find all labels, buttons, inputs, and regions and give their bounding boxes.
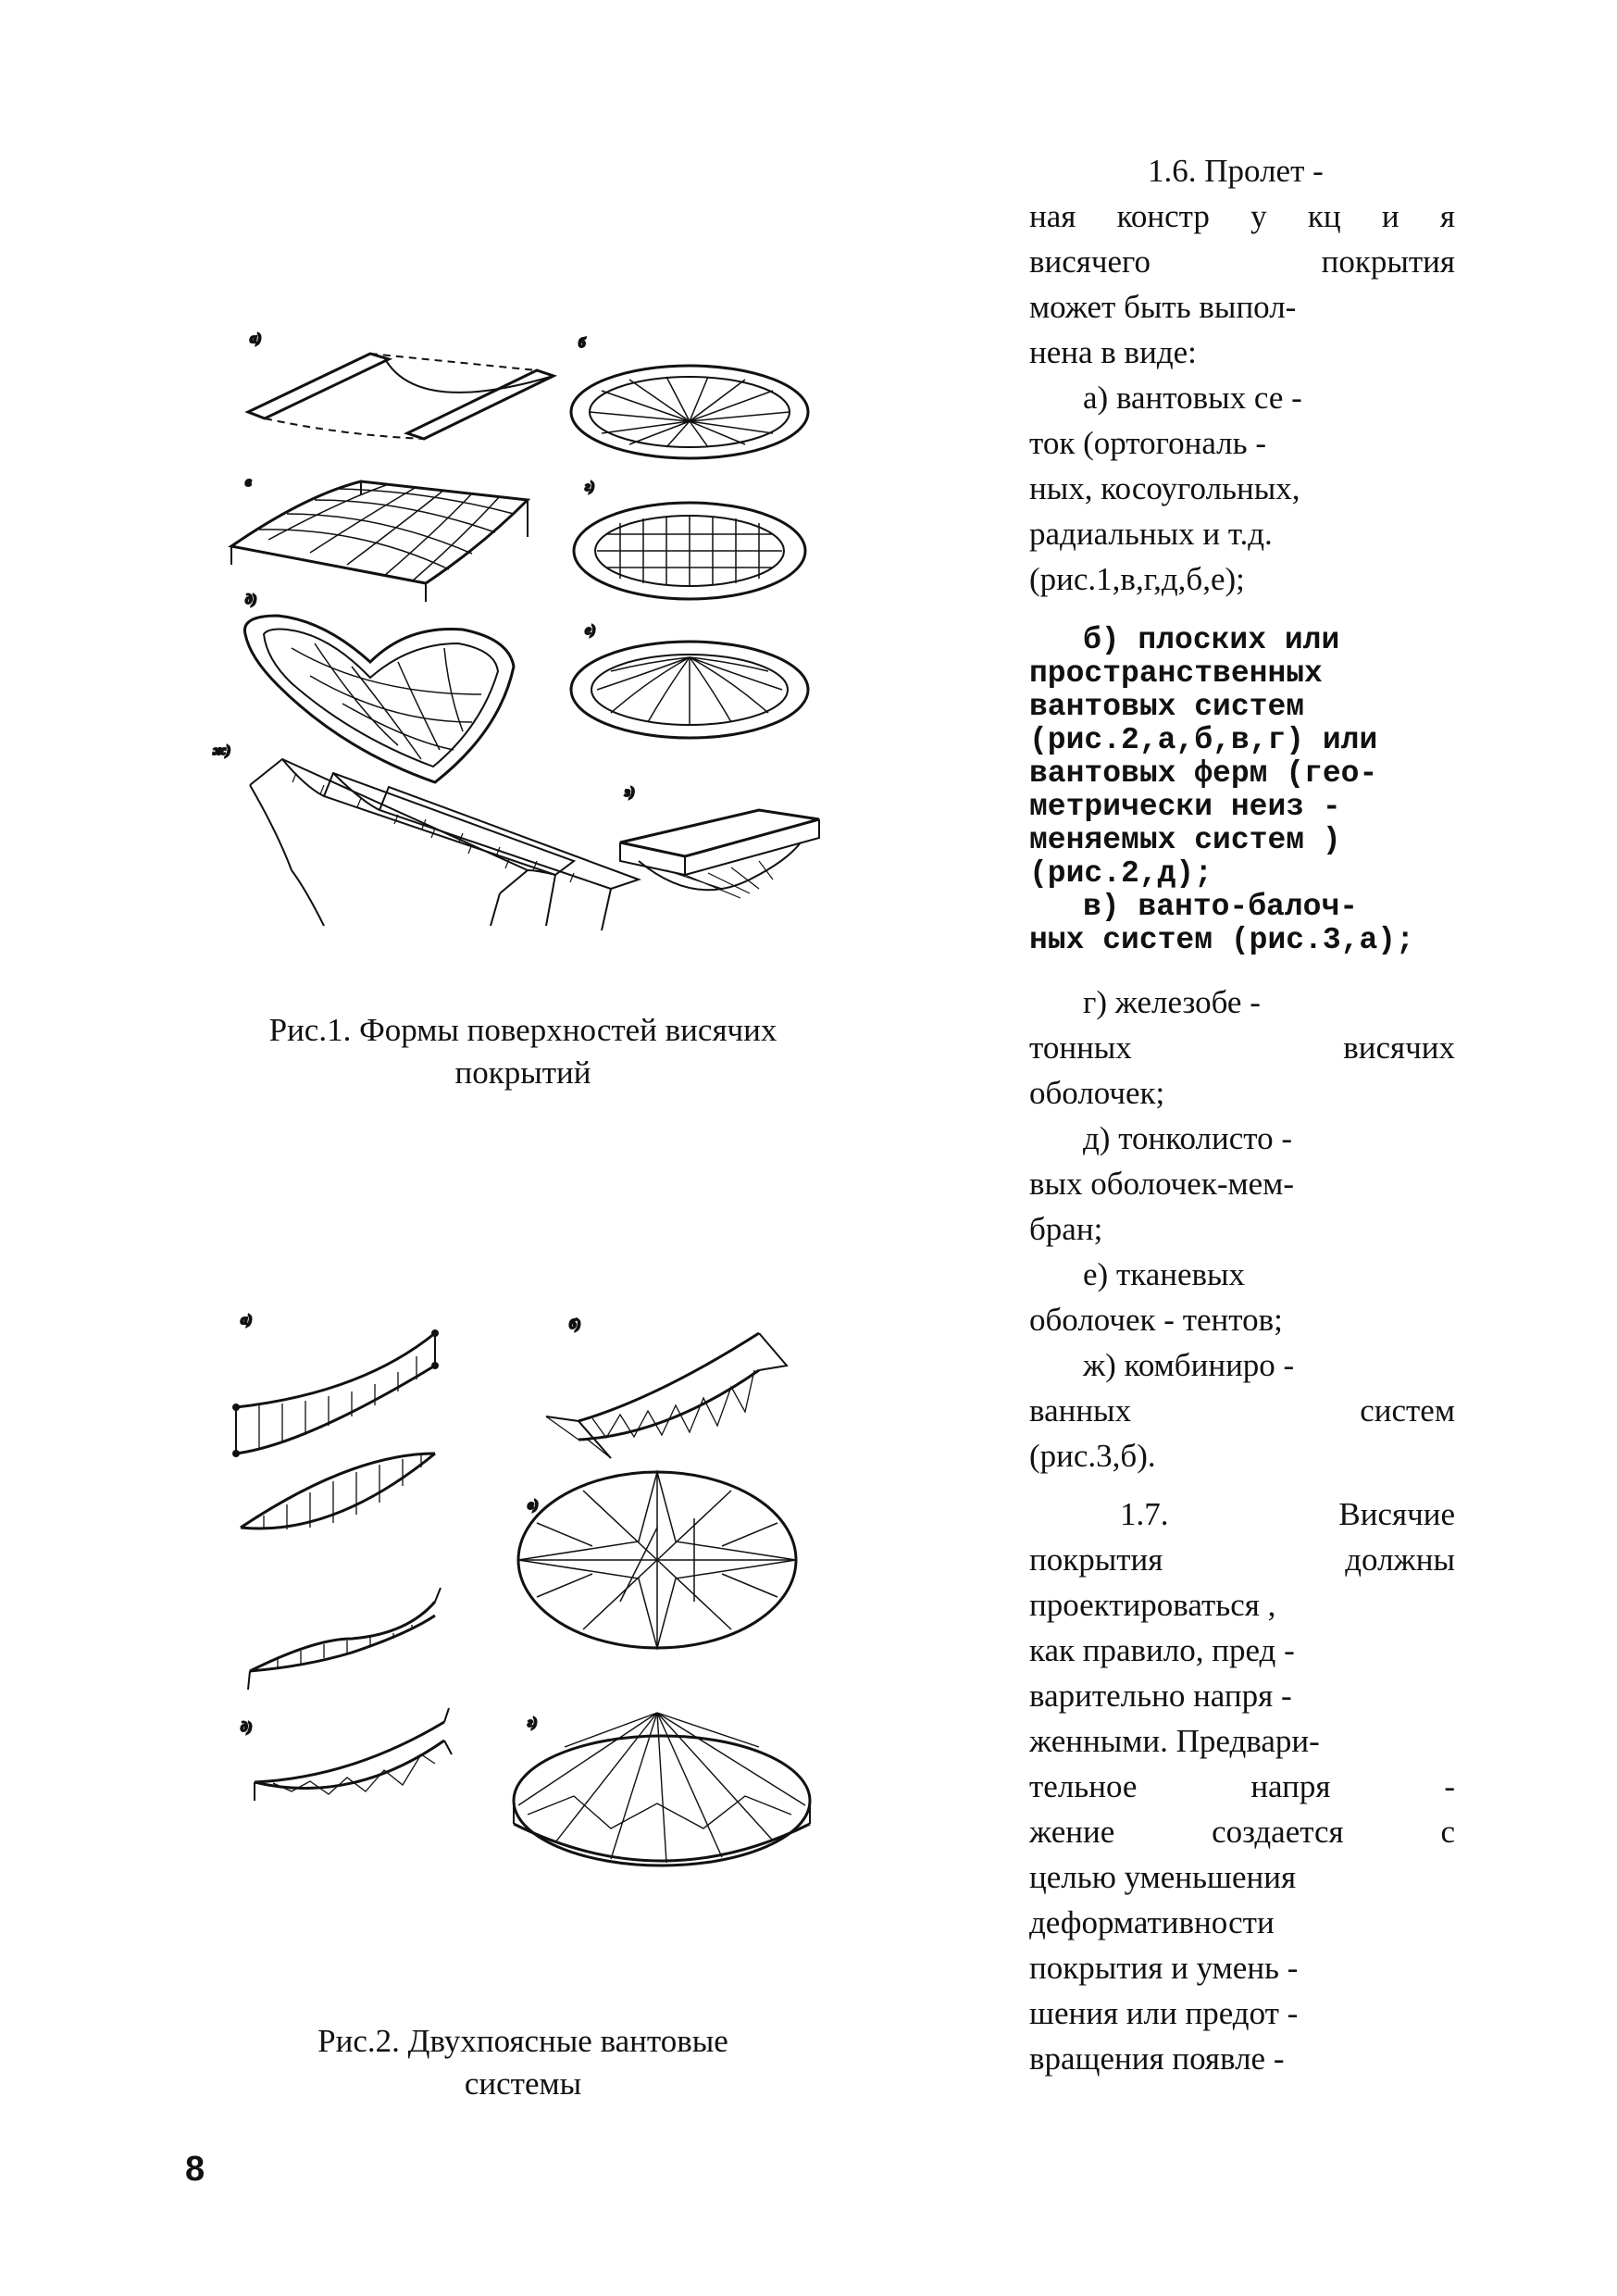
fig1-z-tent	[620, 810, 819, 898]
text-line: (рис.1,в,г,д,б,е);	[1029, 561, 1245, 597]
text-line: радиальных и т.д.	[1029, 516, 1273, 552]
list-item-e	[1029, 1252, 1455, 1342]
fig1-b-radial-net	[571, 366, 808, 458]
fig2-label-d: д)	[241, 1720, 253, 1735]
list-item-v	[1029, 891, 1455, 957]
text-line: бран;	[1029, 1211, 1103, 1247]
text-line: висячего покрытия	[1029, 243, 1455, 280]
fig1-label-v: в	[245, 475, 252, 490]
text-line: нена в виде:	[1029, 334, 1197, 370]
fig2-d-diagonal-truss	[255, 1708, 452, 1801]
list-item-g	[1029, 980, 1455, 1116]
text-line: женными. Предвари-	[1029, 1723, 1320, 1759]
text-line: варительно напря -	[1029, 1678, 1292, 1714]
text-line: в) ванто-балоч-	[1083, 890, 1359, 924]
figure-2-caption-line-2: системы	[464, 2065, 582, 2102]
text-line: г) железобе -	[1083, 984, 1261, 1020]
fig1-label-e: е)	[585, 623, 596, 638]
text-line: может быть выпол-	[1029, 289, 1297, 325]
figure-1-caption-line-2: покрытий	[454, 1054, 591, 1091]
fig1-g-oval-net	[574, 503, 805, 599]
text-line: шения или предот -	[1029, 1995, 1299, 2031]
text-line: меняемых систем )	[1029, 823, 1341, 857]
fig2-g-s-cable	[248, 1588, 441, 1690]
text-line: метрически неиз -	[1029, 790, 1341, 824]
text-line: ных, косоугольных,	[1029, 470, 1300, 506]
figure-1-caption-line-1: Рис.1. Формы поверхностей висячих	[268, 1012, 777, 1048]
fig2-label-v: в)	[528, 1498, 539, 1513]
text-line: б) плоских или	[1083, 623, 1340, 657]
text-line: вантовых ферм (гео-	[1029, 756, 1378, 791]
text-line: (рис.3,б).	[1029, 1438, 1156, 1474]
fig1-label-b: б	[578, 336, 586, 351]
list-item-a	[1029, 375, 1455, 602]
text-line: тельное напря -	[1029, 1768, 1455, 1804]
figure-2-caption	[139, 2020, 907, 2105]
text-line: жение создается с	[1029, 1814, 1455, 1850]
list-item-d	[1029, 1116, 1455, 1252]
text-line: оболочек - тентов;	[1029, 1302, 1283, 1338]
text-line: вращения появле -	[1029, 2040, 1285, 2077]
text-line: ная констр у кц и я	[1029, 198, 1455, 234]
figure-1-caption	[139, 1009, 907, 1094]
figure-2-caption-line-1: Рис.2. Двухпоясные вантовые	[317, 2023, 728, 2059]
fig2-label-b: б)	[569, 1317, 581, 1332]
paragraph-1-6	[1029, 148, 1455, 375]
fig1-label-g: г)	[585, 480, 595, 494]
text-line: деформативности	[1029, 1904, 1275, 1940]
fig2-label-a: а)	[241, 1313, 253, 1328]
text-line: 1.7. Висячие	[1120, 1496, 1455, 1532]
fig1-label-a: а)	[250, 331, 262, 346]
paragraph-1-7	[1029, 1491, 1455, 2081]
text-line: целью уменьшения	[1029, 1859, 1297, 1895]
text-line: ванных систем	[1029, 1392, 1455, 1429]
text-line: оболочек;	[1029, 1075, 1165, 1111]
text-line: ток (ортогональ -	[1029, 425, 1267, 461]
fig2-label-g: г)	[528, 1716, 538, 1730]
list-item-zh	[1029, 1342, 1455, 1479]
text-line: вантовых систем	[1029, 690, 1305, 724]
text-line: как правило, пред -	[1029, 1632, 1295, 1668]
fig1-d-heart-net	[244, 616, 514, 782]
text-line: (рис.2,д);	[1029, 856, 1213, 891]
fig1-label-d: д)	[245, 593, 257, 607]
fig1-label-z: з)	[625, 785, 635, 800]
text-line: вых оболочек-мем-	[1029, 1166, 1294, 1202]
text-line: д) тонколисто -	[1083, 1120, 1293, 1156]
figure-2-cable-systems	[222, 1296, 833, 1898]
fig2-b-cable-truss-lattice	[546, 1333, 787, 1458]
text-line: проектироваться ,	[1029, 1587, 1276, 1623]
page-number: 8	[185, 2150, 205, 2189]
fig2-v-lens-cable	[241, 1454, 435, 1529]
fig2-g-cable-dome	[514, 1713, 810, 1866]
fig2-v-star-radial-system	[518, 1472, 796, 1648]
fig1-v-orthogonal-net	[231, 481, 528, 602]
text-line: а) вантовых се -	[1083, 380, 1302, 416]
fig1-a-flat-net	[248, 354, 554, 439]
text-line: (рис.2,а,б,в,г) или	[1029, 723, 1378, 757]
text-line: пространственных	[1029, 656, 1323, 691]
text-line: покрытия и умень -	[1029, 1950, 1299, 1986]
text-line: ных систем (рис.3,а);	[1029, 923, 1414, 957]
text-line: ж) комбиниро -	[1083, 1347, 1295, 1383]
text-line: тонных висячих	[1029, 1029, 1455, 1066]
fig1-label-zh: ж)	[213, 743, 231, 758]
list-item-b	[1029, 624, 1455, 891]
fig1-zh-combined-surface	[250, 759, 639, 930]
text-line: покрытия должны	[1029, 1541, 1455, 1578]
figure-1-surface-forms	[204, 315, 852, 954]
fig2-a-cable-truss	[233, 1330, 438, 1456]
text-line: 1.6. Пролет -	[1148, 153, 1324, 189]
text-column	[1029, 148, 1455, 2081]
fig1-e-radial-net	[571, 642, 808, 738]
text-line: е) тканевых	[1083, 1256, 1246, 1292]
